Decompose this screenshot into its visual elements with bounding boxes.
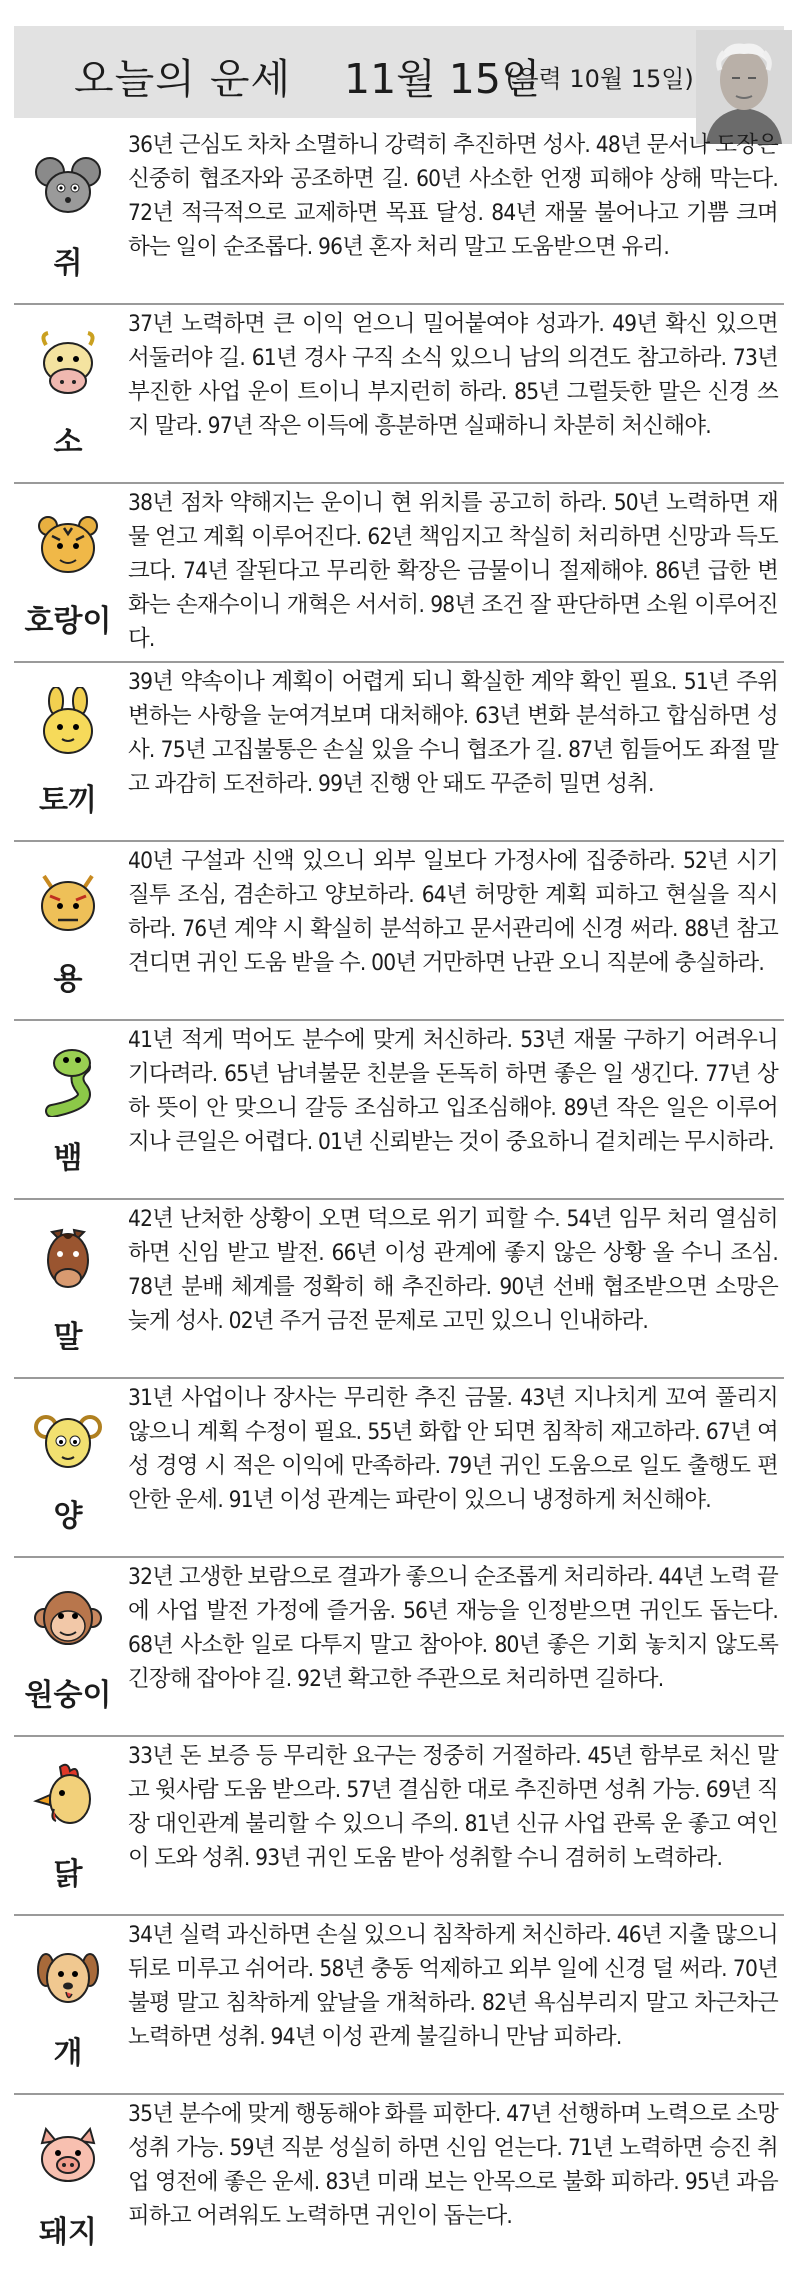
fortune-row-rooster bbox=[14, 1737, 784, 1916]
fortune-row-pig bbox=[14, 2095, 784, 2272]
animal-name-snake: 뱀 bbox=[53, 1141, 83, 1176]
monkey-icon bbox=[32, 1582, 104, 1654]
animal-name-rabbit: 토끼 bbox=[39, 783, 97, 818]
fortune-text-tiger: 38년 점차 약해지는 운이니 현 위치를 공고히 하라. 50년 노력하면 재물 얻고 계획 이루어진다. 62년 책임지고 착실히 처리하면 신망과 득도 크다. 74년 잘된다고 무리한 확장은 금물이니 절제해야. 86년 급한 변화는 손재수이니 개혁은 서서히. 98년 조건 잘 판단하면 소원 이루어진다. bbox=[128, 490, 778, 652]
sheep-icon bbox=[32, 1403, 104, 1475]
fortune-text-snake: 41년 적게 먹어도 분수에 맞게 처신하라. 53년 재물 구하기 어려우니 기다려라. 65년 남녀불문 친분을 돈독히 하면 좋은 일 생긴다. 77년 상하 뜻이 안 맞으니 갈등 조심하고 입조심해야. 89년 작은 일은 이루어지나 큰일은 어렵다. 01년 신뢰받는 것이 중요하니 겉치레는 무시하라. bbox=[128, 1027, 778, 1155]
lunar-date-label: (음력 10월 15일) bbox=[506, 65, 694, 93]
fortune-row-rabbit bbox=[14, 663, 784, 842]
fortune-row-dog bbox=[14, 1916, 784, 2095]
fortune-header bbox=[14, 26, 784, 118]
fortune-list bbox=[14, 126, 784, 2272]
pig-icon bbox=[32, 2119, 104, 2191]
animal-name-rooster: 닭 bbox=[53, 1857, 83, 1892]
animal-name-dragon: 용 bbox=[53, 962, 83, 997]
animal-name-tiger: 호랑이 bbox=[24, 604, 112, 639]
date-label: 11월 15일 bbox=[344, 55, 541, 103]
fortune-text-pig: 35년 분수에 맞게 행동해야 화를 피한다. 47년 선행하며 노력으로 소망 성취 가능. 59년 직분 성실히 하면 신임 얻는다. 71년 노력하면 승진 취업 영전에 좋은 운세. 83년 미래 보는 안목으로 불화 피하라. 95년 과음 피하고 어려워도 노력하면 귀인이 돕는다. bbox=[128, 2101, 778, 2229]
horse-icon bbox=[32, 1224, 104, 1296]
mouse-icon bbox=[32, 150, 104, 222]
dragon-icon bbox=[32, 866, 104, 938]
fortune-text-rat: 36년 근심도 차차 소멸하니 강력히 추진하면 성사. 48년 문서나 도장은 신중히 협조자와 공조하면 길. 60년 사소한 언쟁 피해야 상해 막는다. 72년 적극적으로 교제하면 목표 달성. 84년 재물 불어나고 기쁨 크며 하는 일이 순조롭다. 96년 혼자 처리 말고 도움받으면 유리. bbox=[128, 132, 778, 260]
fortune-row-tiger bbox=[14, 484, 784, 663]
fortune-row-monkey bbox=[14, 1558, 784, 1737]
rabbit-icon bbox=[32, 687, 104, 759]
cow-icon bbox=[32, 329, 104, 401]
fortune-text-sheep: 31년 사업이나 장사는 무리한 추진 금물. 43년 지나치게 꼬여 풀리지 않으니 계획 수정이 필요. 55년 화합 안 되면 침착히 재고하라. 67년 여성 경영 시 적은 이익에 만족하라. 79년 귀인 도움으로 일도 출행도 편안한 운세. 91년 이성 관계는 파란이 있으니 냉정하게 처신해야. bbox=[128, 1385, 778, 1513]
animal-name-ox: 소 bbox=[53, 425, 83, 460]
fortune-text-rabbit: 39년 약속이나 계획이 어렵게 되니 확실한 계약 확인 필요. 51년 주위 변하는 사항을 눈여겨보며 대처해야. 63년 변화 분석하고 합심하면 성사. 75년 고집불통은 손실 있을 수니 협조가 길. 87년 힘들어도 좌절 말고 과감히 도전하라. 99년 진행 안 돼도 꾸준히 밀면 성취. bbox=[128, 669, 778, 797]
snake-icon bbox=[32, 1045, 104, 1117]
fortune-row-dragon bbox=[14, 842, 784, 1021]
animal-name-horse: 말 bbox=[53, 1320, 83, 1355]
animal-name-pig: 돼지 bbox=[39, 2215, 97, 2250]
tiger-icon bbox=[32, 508, 104, 580]
rooster-icon bbox=[32, 1761, 104, 1833]
fortune-row-sheep bbox=[14, 1379, 784, 1558]
fortune-text-rooster: 33년 돈 보증 등 무리한 요구는 정중히 거절하라. 45년 함부로 처신 말고 윗사람 도움 받으라. 57년 결심한 대로 추진하면 성취 가능. 69년 직장 대인관계 불리할 수 있으니 주의. 81년 신규 사업 관록 운 좋고 여인이 도와 성취. 93년 귀인 도움 받아 성취할 수니 겸허히 노력하라. bbox=[128, 1743, 778, 1871]
fortune-row-ox bbox=[14, 305, 784, 484]
page-title: 오늘의 운세 bbox=[74, 55, 292, 103]
fortune-row-snake bbox=[14, 1021, 784, 1200]
animal-name-sheep: 양 bbox=[53, 1499, 83, 1534]
fortune-text-monkey: 32년 고생한 보람으로 결과가 좋으니 순조롭게 처리하라. 44년 노력 끝에 사업 발전 가정에 즐거움. 56년 재능을 인정받으면 귀인도 돕는다. 68년 사소한 일로 다투지 말고 참아야. 80년 좋은 기회 놓치지 않도록 긴장해 잡아야 길. 92년 확고한 주관으로 처리하면 길하다. bbox=[128, 1564, 778, 1692]
dog-icon bbox=[32, 1940, 104, 2012]
animal-name-rat: 쥐 bbox=[53, 246, 83, 281]
fortune-row-horse bbox=[14, 1200, 784, 1379]
fortune-text-dog: 34년 실력 과신하면 손실 있으니 침착하게 처신하라. 46년 지출 많으니 뒤로 미루고 쉬어라. 58년 충동 억제하고 외부 일에 신경 덜 써라. 70년 불평 말고 침착하게 앞날을 개척하라. 82년 욕심부리지 말고 차근차근 노력하면 성취. 94년 이성 관계 불길하니 만남 피하라. bbox=[128, 1922, 778, 2050]
fortune-text-horse: 42년 난처한 상황이 오면 덕으로 위기 피할 수. 54년 임무 처리 열심히 하면 신임 받고 발전. 66년 이성 관계에 좋지 않은 상황 올 수니 조심. 78년 분배 체계를 정확히 해 추진하라. 90년 선배 협조받으면 소망은 늦게 성사. 02년 주거 금전 문제로 고민 있으니 인내하라. bbox=[128, 1206, 778, 1334]
fortune-text-dragon: 40년 구설과 신액 있으니 외부 일보다 가정사에 집중하라. 52년 시기 질투 조심, 겸손하고 양보하라. 64년 허망한 계획 피하고 현실을 직시하라. 76년 계약 시 확실히 분석하고 문서관리에 신경 써라. 88년 참고 견디면 귀인 도움 받을 수. 00년 거만하면 난관 오니 직분에 충실하라. bbox=[128, 848, 778, 976]
animal-name-dog: 개 bbox=[53, 2036, 83, 2071]
animal-name-monkey: 원숭이 bbox=[24, 1678, 112, 1713]
fortune-row-rat bbox=[14, 126, 784, 305]
fortune-text-ox: 37년 노력하면 큰 이익 얻으니 밀어붙여야 성과가. 49년 확신 있으면 서둘러야 길. 61년 경사 구직 소식 있으니 남의 의견도 참고하라. 73년 부진한 사업 운이 트이니 부지런히 하라. 85년 그럴듯한 말은 신경 쓰지 말라. 97년 작은 이득에 흥분하면 실패하니 차분히 처신해야. bbox=[128, 311, 778, 439]
